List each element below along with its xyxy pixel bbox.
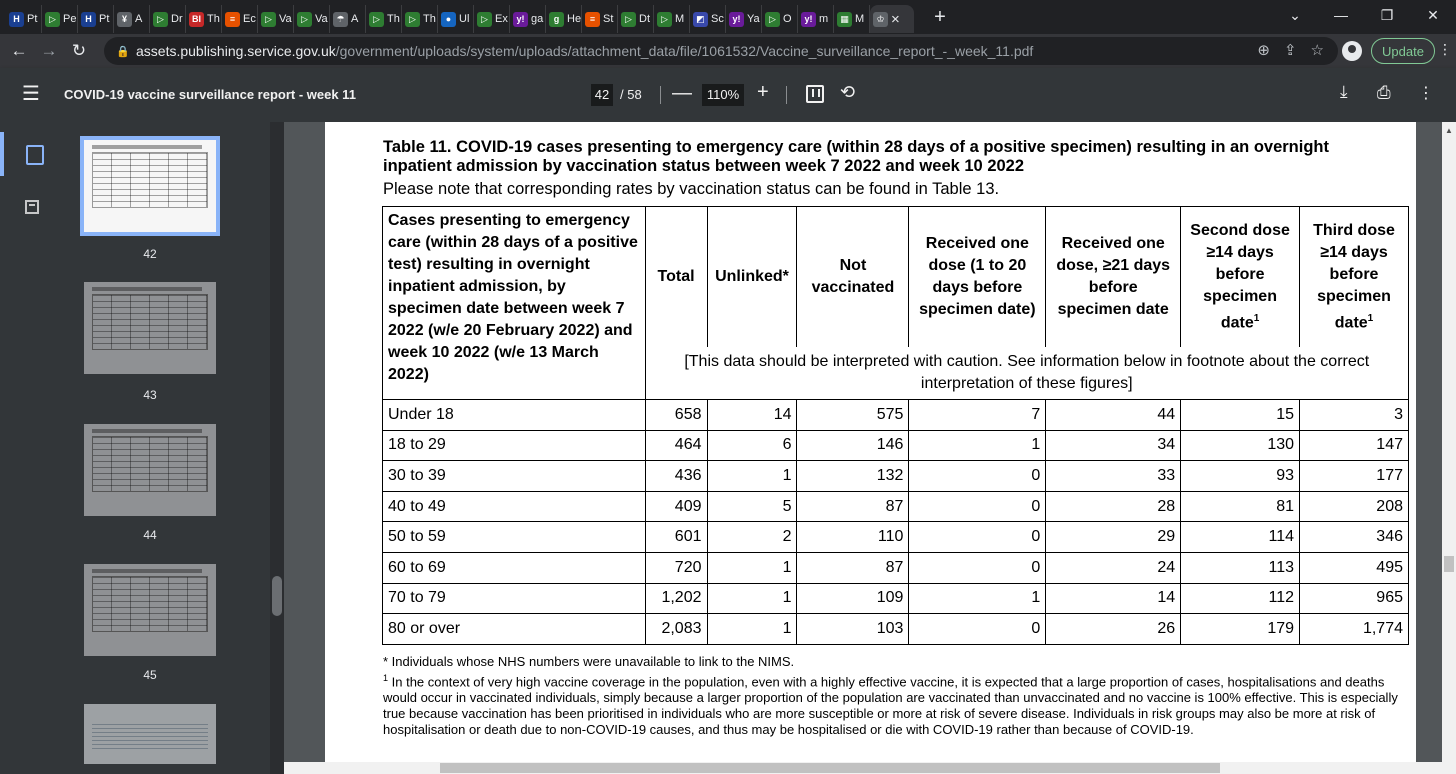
tab-favicon-icon: ▷ [621,12,636,27]
tab-title: Ec [243,13,256,25]
value-cell: 965 [1300,583,1409,614]
value-cell: 0 [909,552,1046,583]
browser-tab[interactable] [6,5,42,33]
thumbnail-label: 45 [143,668,157,682]
browser-tab[interactable] [402,5,438,33]
browser-tab[interactable] [150,5,186,33]
value-cell: 87 [797,552,909,583]
horizontal-scrollbar[interactable] [284,762,1442,774]
browser-tab[interactable] [42,5,78,33]
value-cell: 658 [645,400,707,431]
value-cell: 110 [797,522,909,553]
restore-icon[interactable]: ❐ [1380,6,1394,23]
tab-title: Sc [711,13,724,25]
tab-title: Ul [459,13,470,25]
fit-page-icon[interactable] [806,85,824,103]
value-cell: 0 [909,491,1046,522]
tab-title: Ya [747,13,760,25]
value-cell: 177 [1300,461,1409,492]
tab-title: Pe [63,13,77,25]
window-controls [1272,0,1456,30]
tab-favicon-icon: ▷ [153,12,168,27]
share-icon[interactable]: ⇪ [1283,42,1297,59]
value-cell: 14 [707,400,797,431]
data-table [382,206,1409,645]
zoom-input[interactable]: 110% [702,84,744,106]
header-cell-unlinked: Unlinked* [707,207,797,347]
tab-favicon-icon: g [549,12,564,27]
age-group-cell: 40 to 49 [383,491,646,522]
browser-tab[interactable] [834,5,870,33]
value-cell: 1 [707,583,797,614]
browser-tab[interactable] [510,5,546,33]
crown-icon: ♔ [873,12,888,27]
outline-icon[interactable] [25,200,39,214]
table-row [383,461,1409,492]
tab-favicon-icon: ◩ [693,12,708,27]
caution-note: [This data should be interpreted with caution. See information below in footnote about the correct interpretation of these figures] [645,347,1408,400]
value-cell: 114 [1181,522,1300,553]
value-cell: 0 [909,461,1046,492]
tab-favicon-icon: ▷ [45,12,60,27]
document-title: COVID-19 vaccine surveillance report - week 11 [64,87,356,102]
omnibox-actions [1257,41,1324,59]
value-cell: 720 [645,552,707,583]
header-text: Second dose ≥14 days before specimen date [1190,221,1290,331]
tab-title: Th [387,13,400,25]
tab-title: Pt [27,13,38,25]
table-row [383,614,1409,645]
browser-tab[interactable] [798,5,834,33]
tab-favicon-icon: ▷ [477,12,492,27]
close-window-icon[interactable]: ✕ [1427,6,1439,23]
value-cell: 1 [909,430,1046,461]
value-cell: 0 [909,614,1046,645]
pdf-page [325,122,1416,762]
rotate-icon[interactable]: ⟲ [840,82,856,102]
value-cell: 0 [909,522,1046,553]
tab-favicon-icon: ▷ [297,12,312,27]
thumbnail-label: 42 [143,247,157,261]
divider [660,86,661,104]
value-cell: 81 [1181,491,1300,522]
value-cell: 112 [1181,583,1300,614]
value-cell: 2,083 [645,614,707,645]
pdf-viewer [284,122,1442,762]
address-bar[interactable] [104,37,1338,65]
value-cell: 6 [707,430,797,461]
thumbnail-page-45[interactable] [84,564,216,656]
table-note: Please note that corresponding rates by vaccination status can be found in Table 13. [383,180,1000,198]
age-group-cell: Under 18 [383,400,646,431]
download-icon[interactable]: ⤓ [1340,82,1348,101]
tab-title: O [783,13,792,25]
pdf-toolbar [0,68,1456,122]
age-group-cell: 30 to 39 [383,461,646,492]
browser-tab[interactable] [78,5,114,33]
browser-tab[interactable] [690,5,726,33]
thumbnail-page-46[interactable] [84,704,216,764]
browser-tab[interactable] [186,5,222,33]
bookmark-star-icon[interactable]: ☆ [1310,42,1324,59]
tab-title: A [135,13,143,25]
tab-favicon-icon: H [81,12,96,27]
table-row [383,552,1409,583]
tab-search-icon[interactable]: ⌄ [1289,6,1301,23]
value-cell: 29 [1046,522,1181,553]
url-host: assets.publishing.service.gov.uk [136,43,336,59]
tab-title: ga [531,13,544,25]
tab-favicon-icon: BI [189,12,204,27]
tab-title: Th [207,13,220,25]
value-cell: 179 [1181,614,1300,645]
thumbnail-page-42[interactable] [84,140,216,232]
header-cell-one-dose-21: Received one dose, ≥21 days before specimen date [1046,207,1181,347]
browser-tab[interactable] [330,5,366,33]
tab-title: Th [423,13,436,25]
age-group-cell: 70 to 79 [383,583,646,614]
tab-favicon-icon: y! [729,12,744,27]
value-cell: 132 [797,461,909,492]
age-group-cell: 80 or over [383,614,646,645]
table-row [383,522,1409,553]
reload-icon[interactable]: ↻ [71,41,87,60]
tab-favicon-icon: ☂ [333,12,348,27]
tab-favicon-icon: ▦ [837,12,852,27]
header-text: Third dose ≥14 days before specimen date [1313,221,1395,331]
table-row [383,430,1409,461]
table-row [383,583,1409,614]
value-cell: 34 [1046,430,1181,461]
tab-title: Va [279,13,292,25]
value-cell: 147 [1300,430,1409,461]
table-row [383,400,1409,431]
zoom-in-icon[interactable]: + [757,81,769,103]
header-cell-third-dose [1300,207,1409,347]
value-cell: 575 [797,400,909,431]
header-cell-second-dose [1181,207,1300,347]
tab-title: Pt [99,13,110,25]
browser-toolbar [0,34,1456,68]
divider [786,86,787,104]
value-cell: 7 [909,400,1046,431]
value-cell: 464 [645,430,707,461]
tab-title: M [855,13,865,25]
value-cell: 1 [909,583,1046,614]
tab-title: Dr [171,13,183,25]
browser-tab[interactable] [654,5,690,33]
page-number-input[interactable]: 42 [591,84,613,106]
tab-favicon-icon: ▷ [765,12,780,27]
browser-tab[interactable] [366,5,402,33]
footnote-text: In the context of very high vaccine coverage in the population, even with a highly effective vaccine, it is expected that a large proportion of cases, hospitalisations and deaths would occur in vaccinated individuals, simply because a larger proportion of the population are vaccinated than unvaccinated and no vaccine is 100% effective. This is especially true because vaccination has been prioritised in individuals who are more susceptible or more at risk of severe disease. Individuals in risk groups may also be more at risk of hospitalisation or death due to non-COVID-19 causes, and thus may be hospitalised or die with COVID-19 rather than because of COVID-19. [383,674,1398,738]
thumbnails-icon[interactable] [0,132,64,176]
sidebar-menu-icon[interactable]: ☰ [22,83,40,105]
footnote-marker: 1 [1253,312,1260,324]
thumbnail-page-44[interactable] [84,424,216,516]
tab-title: Dt [639,13,650,25]
tab-title: Ex [495,13,508,25]
browser-tab[interactable] [474,5,510,33]
header-cell-description: Cases presenting to emergency care (within 28 days of a positive test) resulting in overnight inpatient admission, by specimen date between week 7 2022 (w/e 20 February 2022) and week 10 2022 (w/e 13 March 2022) [383,207,646,400]
header-cell-not-vaccinated: Not vaccinated [797,207,909,347]
browser-tab[interactable] [618,5,654,33]
tab-list [6,1,870,33]
value-cell: 103 [797,614,909,645]
value-cell: 1 [707,552,797,583]
value-cell: 601 [645,522,707,553]
value-cell: 28 [1046,491,1181,522]
new-tab-button[interactable]: + [934,5,946,28]
tab-title: He [567,13,582,25]
value-cell: 15 [1181,400,1300,431]
value-cell: 208 [1300,491,1409,522]
thumbnail-label: 43 [143,388,157,402]
chrome-menu-icon[interactable]: ⋮ [1438,41,1452,57]
age-group-cell: 18 to 29 [383,430,646,461]
tab-favicon-icon: ¥ [117,12,132,27]
thumbnail-pane [64,122,284,774]
thumbnail-scrollbar[interactable] [270,122,284,774]
value-cell: 5 [707,491,797,522]
value-cell: 33 [1046,461,1181,492]
header-cell-total: Total [645,207,707,347]
tab-favicon-icon: ● [441,12,456,27]
profile-avatar[interactable] [1342,41,1362,61]
value-cell: 109 [797,583,909,614]
thumbnail-page-43[interactable] [84,282,216,374]
page-total: / 58 [620,87,642,102]
value-cell: 113 [1181,552,1300,583]
forward-icon[interactable]: → [40,41,58,60]
value-cell: 2 [707,522,797,553]
browser-tab[interactable] [222,5,258,33]
minimize-icon[interactable]: — [1334,7,1348,23]
age-group-cell: 50 to 59 [383,522,646,553]
browser-tab[interactable] [294,5,330,33]
value-cell: 14 [1046,583,1181,614]
value-cell: 1 [707,614,797,645]
tab-favicon-icon: ≡ [585,12,600,27]
tab-favicon-icon: ≡ [225,12,240,27]
lock-icon[interactable]: 🔒 [116,45,130,58]
value-cell: 130 [1181,430,1300,461]
tab-favicon-icon: ▷ [261,12,276,27]
age-group-cell: 60 to 69 [383,552,646,583]
footnote-marker: 1 [383,673,389,683]
print-icon[interactable]: ⎙ [1377,83,1391,102]
tab-favicon-icon: ▷ [405,12,420,27]
tab-favicon-icon: y! [801,12,816,27]
tab-strip [0,0,1456,34]
browser-tab[interactable] [438,5,474,33]
table-title: Table 11. COVID-19 cases presenting to emergency care (within 28 days of a positive specimen) resulting in an overnight inpatient admission by vaccination status between week 7 2022 and week 10 2022 [383,138,1329,175]
value-cell: 1,202 [645,583,707,614]
value-cell: 346 [1300,522,1409,553]
tab-favicon-icon: ▷ [657,12,672,27]
value-cell: 3 [1300,400,1409,431]
browser-tab[interactable] [114,5,150,33]
value-cell: 93 [1181,461,1300,492]
value-cell: 1,774 [1300,614,1409,645]
tab-title: Va [315,13,328,25]
value-cell: 26 [1046,614,1181,645]
header-cell-one-dose-1-20: Received one dose (1 to 20 days before specimen date) [909,207,1046,347]
browser-tab[interactable] [582,5,618,33]
value-cell: 495 [1300,552,1409,583]
footnote-star: * Individuals whose NHS numbers were unavailable to link to the NIMS. [383,654,795,669]
tab-title: A [351,13,359,25]
tab-favicon-icon: y! [513,12,528,27]
tab-favicon-icon: H [9,12,24,27]
update-button[interactable]: Update [1371,38,1435,64]
browser-tab[interactable] [726,5,762,33]
thumbnail-label: 44 [143,528,157,542]
back-icon[interactable]: ← [10,41,28,60]
tab-title: m [819,13,829,25]
url-path: /government/uploads/system/uploads/attachment_data/file/1061532/Vaccine_surveillance_report_-_week_11.pdf [335,43,1034,59]
zoom-out-icon[interactable]: — [672,82,692,104]
table-row [383,491,1409,522]
value-cell: 146 [797,430,909,461]
value-cell: 44 [1046,400,1181,431]
more-actions-icon[interactable]: ⋮ [1418,85,1434,102]
value-cell: 24 [1046,552,1181,583]
pdf-sidenav [0,122,64,774]
browser-tab[interactable] [258,5,294,33]
tab-title: St [603,13,614,25]
tab-favicon-icon: ▷ [369,12,384,27]
active-tab[interactable] [870,5,914,33]
tab-title: M [675,13,685,25]
browser-tab[interactable] [546,5,582,33]
browser-tab[interactable] [762,5,798,33]
value-cell: 1 [707,461,797,492]
zoom-icon[interactable]: ⊕ [1257,42,1270,59]
close-tab-icon[interactable]: × [891,10,900,28]
value-cell: 436 [645,461,707,492]
value-cell: 409 [645,491,707,522]
value-cell: 87 [797,491,909,522]
footnote-marker: 1 [1367,312,1374,324]
page-scrollbar[interactable]: ▲ [1442,122,1456,774]
footnote-one [383,670,1415,738]
